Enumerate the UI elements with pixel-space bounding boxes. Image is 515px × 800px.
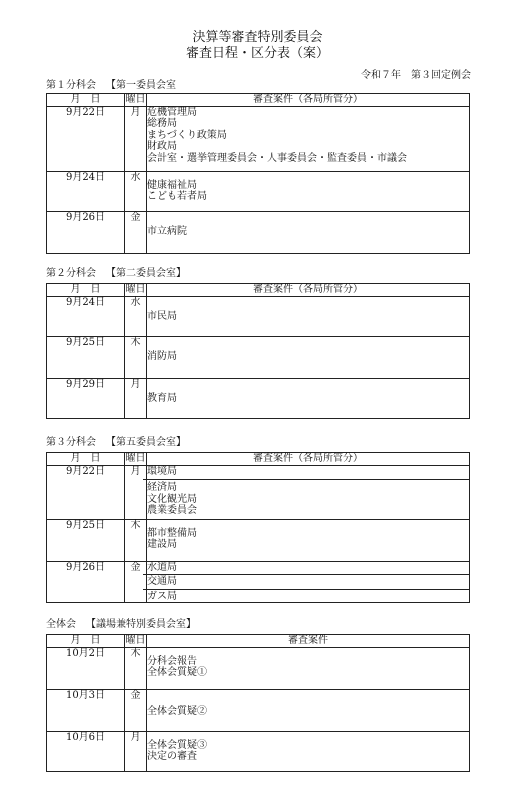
row-date: 10月2日 bbox=[47, 648, 125, 690]
row-date: 9月22日 bbox=[47, 107, 125, 172]
list-item: 会計室・選挙管理委員会・人事委員会・監査委員・市議会 bbox=[147, 152, 407, 164]
row-items bbox=[147, 212, 470, 254]
list-item: 環境局 bbox=[143, 466, 469, 480]
row-items bbox=[147, 562, 470, 603]
row-items bbox=[147, 297, 470, 337]
row-day: 水 bbox=[125, 172, 147, 212]
row-day: 月 bbox=[125, 107, 147, 172]
table-header-row bbox=[47, 453, 470, 466]
header-date: 月 日 bbox=[47, 284, 125, 297]
schedule-table-2 bbox=[46, 283, 470, 419]
list-item: 危機管理局 bbox=[147, 107, 197, 118]
section-name: 第２分科会 bbox=[46, 268, 96, 279]
table-row bbox=[47, 520, 470, 562]
section-label-3 bbox=[46, 437, 186, 449]
header-day: 曜日 bbox=[125, 635, 146, 646]
list-item: 全体会質疑③ bbox=[147, 740, 207, 751]
row-items bbox=[147, 379, 470, 419]
header-day: 曜日 bbox=[125, 453, 146, 464]
table-header-row bbox=[47, 94, 470, 107]
table-row bbox=[47, 212, 470, 254]
row-date: 9月29日 bbox=[47, 379, 125, 419]
row-date: 9月24日 bbox=[47, 172, 125, 212]
section-label-2 bbox=[46, 268, 186, 280]
row-items bbox=[147, 466, 470, 520]
header-items: 審査案件（各局所管分） bbox=[147, 94, 470, 107]
row-day: 木 bbox=[125, 520, 147, 562]
section-name: 第３分科会 bbox=[46, 437, 96, 448]
row-day: 金 bbox=[125, 212, 147, 254]
meeting-session: 令和７年 第３回定例会 bbox=[361, 70, 471, 81]
header-day: 曜日 bbox=[125, 284, 146, 295]
row-date: 9月22日 bbox=[47, 466, 125, 520]
table-row bbox=[47, 337, 470, 379]
section-room: 【第五委員会室】 bbox=[106, 437, 186, 448]
row-date: 9月24日 bbox=[47, 297, 125, 337]
list-item: ガス局 bbox=[147, 590, 177, 602]
schedule-table-4 bbox=[46, 634, 470, 772]
document-subtitle: 審査日程・区分表（案） bbox=[185, 46, 329, 61]
table-row bbox=[47, 172, 470, 212]
row-items bbox=[147, 520, 470, 562]
row-items bbox=[147, 732, 470, 772]
document-title: 決算等審査特別委員会 bbox=[192, 30, 323, 45]
schedule-table-1 bbox=[46, 93, 470, 254]
row-day: 月 bbox=[125, 466, 147, 520]
list-item: 交通局 bbox=[143, 575, 469, 589]
row-day: 木 bbox=[125, 648, 147, 690]
list-item: 財政局 bbox=[147, 141, 177, 153]
header-items: 審査案件（各局所管分） bbox=[147, 453, 470, 466]
list-item: 水道局 bbox=[143, 562, 469, 575]
row-items bbox=[147, 107, 470, 172]
list-item: 総務局 bbox=[147, 118, 177, 130]
table-row bbox=[47, 690, 470, 732]
header-date: 月 日 bbox=[47, 453, 125, 466]
row-day: 金 bbox=[125, 690, 147, 732]
list-item: 建設局 bbox=[147, 539, 177, 551]
section-label-4 bbox=[46, 619, 196, 631]
table-row bbox=[47, 648, 470, 690]
row-day: 木 bbox=[125, 337, 147, 379]
table-row bbox=[47, 562, 470, 603]
table-row bbox=[47, 466, 470, 520]
list-item: 消防局 bbox=[147, 351, 177, 362]
section-room: 【議場兼特別委員会室】 bbox=[86, 619, 196, 630]
table-row bbox=[47, 107, 470, 172]
section-name: 全体会 bbox=[46, 619, 76, 630]
list-item: 経済局 bbox=[147, 482, 177, 494]
row-date: 10月3日 bbox=[47, 690, 125, 732]
list-item: 教育局 bbox=[147, 393, 177, 404]
table-header-row bbox=[47, 284, 470, 297]
header-date: 月 日 bbox=[47, 635, 125, 648]
schedule-table-3 bbox=[46, 452, 470, 603]
list-item: 文化観光局 bbox=[147, 493, 197, 505]
list-item: 決定の審査 bbox=[147, 751, 197, 763]
list-item: 分科会報告 bbox=[147, 656, 197, 667]
header-date: 月 日 bbox=[47, 94, 125, 107]
row-items bbox=[147, 337, 470, 379]
header-items: 審査案件（各局所管分） bbox=[147, 284, 470, 297]
header-day: 曜日 bbox=[125, 94, 146, 105]
row-day: 金 bbox=[125, 562, 147, 603]
list-item: 全体会質疑② bbox=[147, 706, 207, 717]
list-item: まちづくり政策局 bbox=[147, 129, 227, 141]
row-date: 10月6日 bbox=[47, 732, 125, 772]
section-room: 【第二委員会室】 bbox=[106, 268, 186, 279]
table-row bbox=[47, 379, 470, 419]
row-items bbox=[147, 648, 470, 690]
row-date: 9月25日 bbox=[47, 337, 125, 379]
table-row bbox=[47, 297, 470, 337]
row-date: 9月26日 bbox=[47, 212, 125, 254]
table-row bbox=[47, 732, 470, 772]
header-items: 審査案件 bbox=[147, 635, 470, 648]
section-label-1 bbox=[46, 80, 176, 92]
row-day: 水 bbox=[125, 297, 147, 337]
row-day: 月 bbox=[125, 732, 147, 772]
row-items bbox=[147, 690, 470, 732]
row-day: 月 bbox=[125, 379, 147, 419]
list-item: こども若者局 bbox=[147, 191, 207, 203]
row-items bbox=[147, 172, 470, 212]
list-item: 都市整備局 bbox=[147, 528, 197, 539]
list-item: 全体会質疑① bbox=[147, 667, 207, 679]
list-item: 市民局 bbox=[147, 311, 177, 322]
section-room: 【第一委員会室 bbox=[106, 80, 176, 91]
section-name: 第１分科会 bbox=[46, 80, 96, 91]
row-date: 9月25日 bbox=[47, 520, 125, 562]
list-item: 農業委員会 bbox=[147, 505, 197, 517]
list-item: 健康福祉局 bbox=[147, 180, 197, 191]
row-date: 9月26日 bbox=[47, 562, 125, 603]
table-header-row bbox=[47, 635, 470, 648]
list-item: 市立病院 bbox=[147, 226, 187, 237]
